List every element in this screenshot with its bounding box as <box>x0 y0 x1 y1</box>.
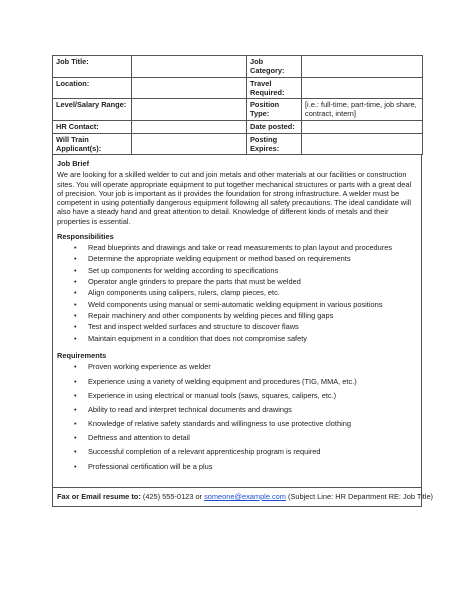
list-item <box>57 266 417 277</box>
list-item <box>57 322 417 333</box>
responsibility-text: Test and inspect welded surfaces and structure to discover flaws <box>88 322 299 332</box>
location-field[interactable] <box>132 77 247 99</box>
list-item <box>57 462 417 476</box>
job-details-table <box>52 55 423 155</box>
requirement-text: Experience in using electrical or manual tools (saws, squares, calipers, etc.) <box>88 390 337 400</box>
salary-range-field[interactable] <box>132 99 247 121</box>
list-item <box>57 433 417 447</box>
job-category-label: Job Category: <box>247 56 302 78</box>
bullet-icon: • <box>74 376 77 386</box>
position-type-field[interactable]: [i.e.: full-time, part-time, job share, contract, intern] <box>302 99 423 121</box>
list-item <box>57 300 417 311</box>
posting-expires-field[interactable] <box>302 133 423 155</box>
bullet-icon: • <box>74 419 77 429</box>
list-item <box>57 391 417 405</box>
bullet-icon: • <box>74 322 77 332</box>
responsibility-text: Determine the appropriate welding equipment or method based on requirements <box>88 254 351 264</box>
list-item <box>57 419 417 433</box>
requirement-text: Proven working experience as welder <box>88 362 211 372</box>
list-item <box>57 405 417 419</box>
will-train-field[interactable] <box>132 133 247 155</box>
requirement-text: Professional certification will be a plus <box>88 461 213 471</box>
phone-number: (425) 555-0123 or <box>142 491 203 501</box>
requirement-text: Ability to read and interpret technical documents and drawings <box>88 404 292 414</box>
posting-expires-label: Posting Expires: <box>247 133 302 155</box>
bullet-icon: • <box>74 433 77 443</box>
list-item <box>57 311 417 322</box>
responsibilities-heading: Responsibilities <box>57 231 114 241</box>
will-train-label: Will Train Applicant(s): <box>53 133 132 155</box>
bullet-icon: • <box>74 461 77 471</box>
bullet-icon: • <box>74 447 77 457</box>
salary-range-label: Level/Salary Range: <box>53 99 132 121</box>
responsibility-text: Operator angle grinders to prepare the parts that must be welded <box>88 277 301 287</box>
resume-submission-row <box>52 488 434 507</box>
fax-email-label: Fax or Email resume to: <box>57 491 141 501</box>
date-posted-field[interactable] <box>302 120 423 133</box>
bullet-icon: • <box>74 299 77 309</box>
responsibility-text: Read blueprints and drawings and take or read measurements to plan layout and procedures <box>88 243 393 252</box>
job-title-field[interactable] <box>132 56 247 78</box>
bullet-icon: • <box>74 277 77 287</box>
list-item <box>57 243 417 254</box>
hr-contact-label: HR Contact: <box>53 120 132 133</box>
list-item <box>57 254 417 265</box>
subject-line-note: (Subject Line: HR Department RE: Job Title) <box>288 491 434 501</box>
job-title-label: Job Title: <box>53 56 132 78</box>
email-link[interactable]: someone@example.com <box>204 491 286 501</box>
location-label: Location: <box>53 77 132 99</box>
bullet-icon: • <box>74 390 77 400</box>
responsibility-text: Align components using calipers, rulers, clamp pieces, etc. <box>88 288 280 298</box>
list-item <box>57 362 417 376</box>
travel-required-field[interactable] <box>302 77 423 99</box>
list-item <box>57 288 417 299</box>
travel-required-label: Travel Required: <box>247 77 302 99</box>
job-brief-heading: Job Brief <box>57 159 90 168</box>
requirement-text: Experience using a variety of welding equipment and procedures (TIG, MMA, etc.) <box>88 376 357 386</box>
responsibility-text: Set up components for welding according to specifications <box>88 265 279 275</box>
bullet-icon: • <box>74 243 77 252</box>
responsibilities-list <box>57 243 417 345</box>
job-category-field[interactable] <box>302 56 423 78</box>
job-posting-form <box>52 55 434 507</box>
list-item <box>57 377 417 391</box>
requirement-text: Successful completion of a relevant apprenticeship program is required <box>88 447 321 457</box>
date-posted-label: Date posted: <box>247 120 302 133</box>
bullet-icon: • <box>74 265 77 275</box>
list-item <box>57 334 417 345</box>
list-item <box>57 447 417 461</box>
bullet-icon: • <box>74 254 77 264</box>
requirement-text: Deftness and attention to detail <box>88 433 190 443</box>
list-item <box>57 277 417 288</box>
responsibility-text: Weld components using manual or semi-automatic welding equipment in various positions <box>88 299 383 309</box>
job-brief-text: We are looking for a skilled welder to cut and join metals and other materials at our facilities or construction sites. You will operate appropriate equipment to put together mechanical structures or parts with a great deal of precision. Your job is important as it provides the foundation for strong infrastructure. A welder must be competent in using potentially dangerous equipment following all safety precautions. The ideal candidate will also have a steady hand and great attention to detail. Knowledge of different kinds of metals and their properties is essential. <box>57 170 412 226</box>
requirements-list <box>57 362 417 476</box>
bullet-icon: • <box>74 362 77 372</box>
requirements-heading: Requirements <box>57 351 107 361</box>
bullet-icon: • <box>74 333 77 343</box>
job-description-section <box>52 155 422 488</box>
requirement-text: Knowledge of relative safety standards and willingness to use protective clothing <box>88 419 351 429</box>
bullet-icon: • <box>74 404 77 414</box>
bullet-icon: • <box>74 288 77 298</box>
responsibility-text: Maintain equipment in a condition that does not compromise safety <box>88 333 307 343</box>
hr-contact-field[interactable] <box>132 120 247 133</box>
position-type-label: Position Type: <box>247 99 302 121</box>
bullet-icon: • <box>74 311 77 321</box>
responsibility-text: Repair machinery and other components by welding pieces and filling gaps <box>88 311 334 321</box>
